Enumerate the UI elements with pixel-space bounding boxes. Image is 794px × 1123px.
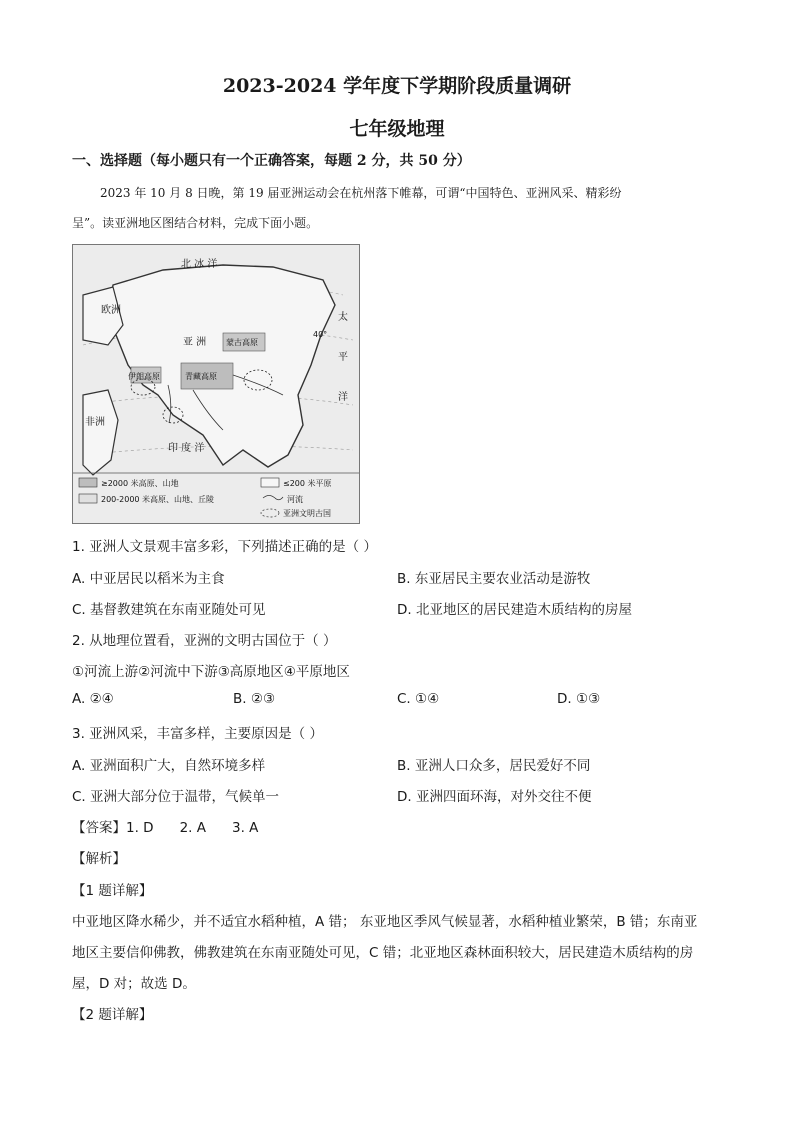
question-2-option-c: C. ①④ [397,691,440,707]
question-2-sub: ①河流上游②河流中下游③高原地区④平原地区 [72,664,350,680]
question-2-option-b: B. ②③ [233,691,276,707]
question-1-option-c: C. 基督教建筑在东南亚随处可见 [72,602,266,618]
page-title: 2023-2024 学年度下学期阶段质量调研 [222,75,572,97]
legend-civilization: 亚洲文明古国 [283,509,331,518]
label-tibet-plateau: 青藏高原 [185,372,217,381]
label-africa: 非洲 [85,417,105,428]
label-pacific-2: 平 [338,352,348,363]
question-3-option-b: B. 亚洲人口众多，居民爱好不同 [397,758,591,774]
label-arctic-ocean: 北 冰 洋 [181,259,218,270]
question-1-option-a: A. 中亚居民以稻米为主食 [72,571,225,587]
label-pacific-3: 洋 [338,392,348,403]
label-europe: 欧洲 [101,305,121,316]
detail-1-line-3: 屋，D 对；故选 D。 [72,976,196,992]
analysis-tag: 【解析】 [72,851,126,867]
asia-map [73,245,359,523]
legend-high: ≥2000 米高原、山地 [101,479,179,488]
legend-plain: ≤200 米平原 [283,479,332,488]
asia-map-figure [72,244,360,524]
legend-mid: 200-2000 米高原、山地、丘陵 [101,495,215,504]
question-1-option-d: D. 北亚地区的居民建造木质结构的房屋 [397,602,632,618]
label-pacific-1: 太 [338,312,348,323]
answer-tag: 【答案】 [72,820,126,836]
label-asia: 亚 洲 [183,337,207,348]
question-3-option-c: C. 亚洲大部分位于温带，气候单一 [72,789,280,805]
detail-1-line-1: 中亚地区降水稀少，并不适宜水稻种植，A 错； 东亚地区季风气候显著，水稻种植业繁荣，B 错；东南亚 [72,914,698,930]
question-1-stem: 1. 亚洲人文景观丰富多彩，下列描述正确的是（ ） [72,539,377,555]
legend-river: 河流 [287,495,303,504]
question-2-stem: 2. 从地理位置看，亚洲的文明古国位于（ ） [72,633,337,649]
question-2-option-a: A. ②④ [72,691,114,707]
intro-line-1: 2023 年 10 月 8 日晚，第 19 届亚洲运动会在杭州落下帷幕，可谓“中国特色、亚洲风采、精彩纷 [100,186,622,200]
detail-2-tag: 【2 题详解】 [72,1007,153,1023]
question-3-option-a: A. 亚洲面积广大，自然环境多样 [72,758,266,774]
section-heading: 一、选择题（每小题只有一个正确答案，每题 2 分，共 50 分） [72,153,471,169]
intro-line-2: 呈”。读亚洲地区图结合材料，完成下面小题。 [72,216,319,230]
label-indian-ocean: 印 度 洋 [168,443,205,454]
question-3-option-d: D. 亚洲四面环海，对外交往不便 [397,789,592,805]
question-2-option-d: D. ①③ [557,691,601,707]
question-3-stem: 3. 亚洲风采，丰富多样，主要原因是（ ） [72,726,323,742]
answer-line [72,816,258,836]
answer-item-3: 3. A [232,820,259,836]
map-legend [79,478,332,518]
label-iran-plateau: 伊朗高原 [128,372,160,381]
page-subtitle: 七年级地理 [349,118,445,140]
answer-item-1: 1. D [126,820,154,836]
label-latitude-40: 40° [313,330,328,339]
detail-1-line-2: 地区主要信仰佛教，佛教建筑在东南亚随处可见，C 错；北亚地区森林面积较大，居民建造木质结构的房 [72,945,694,961]
detail-1-tag: 【1 题详解】 [72,883,153,899]
question-1-option-b: B. 东亚居民主要农业活动是游牧 [397,571,591,587]
answer-item-2: 2. A [179,820,206,836]
label-mongolia-plateau: 蒙古高原 [226,338,258,347]
africa-landmass [83,390,118,475]
